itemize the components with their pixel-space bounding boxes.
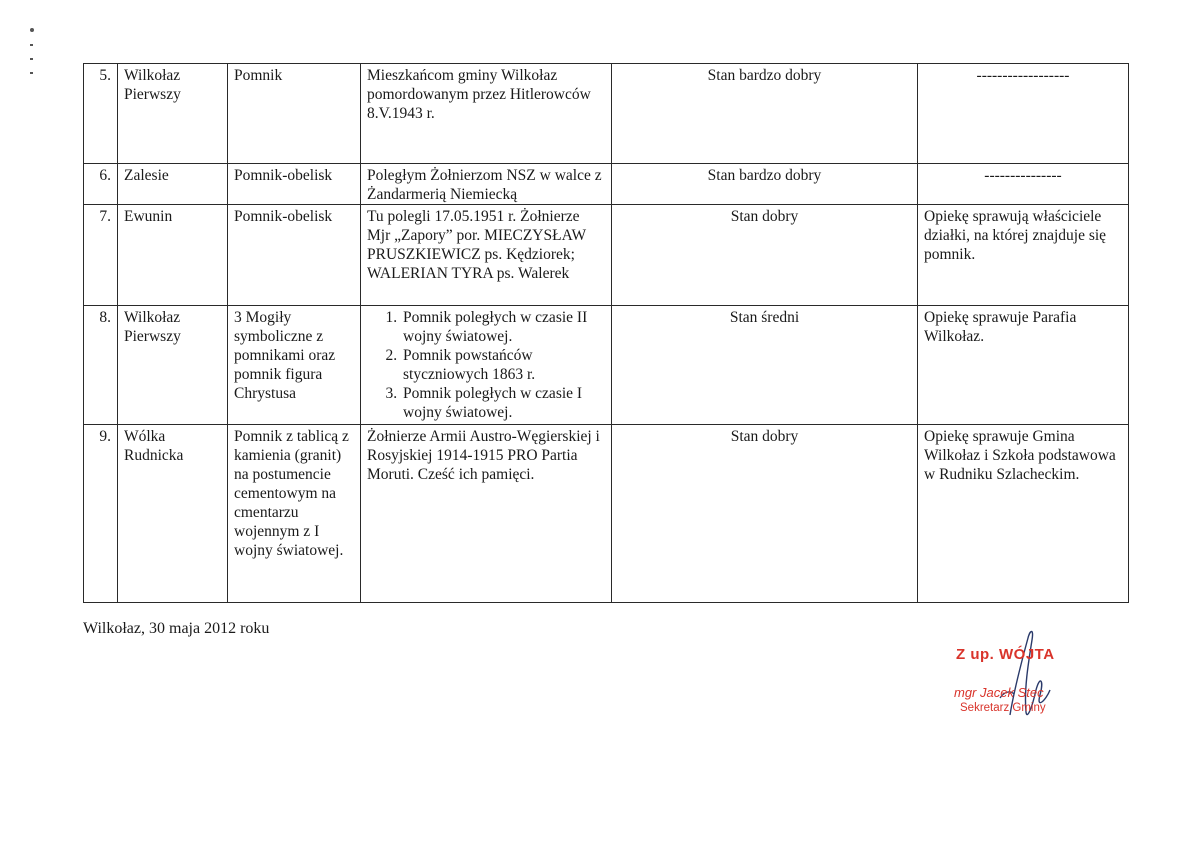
row-place: Wilkołaz Pierwszy [118, 64, 228, 164]
row-type: Pomnik z tablicą z kamienia (granit) na postumencie cementowym na cmentarzu wojennym z I wojny światowej. [228, 425, 361, 603]
row-number: 7. [84, 205, 118, 306]
row-place: Wilkołaz Pierwszy [118, 306, 228, 425]
row-type: Pomnik [228, 64, 361, 164]
row-inscription: Mieszkańcom gminy Wilkołaz pomordowanym przez Hitlerowców 8.V.1943 r. [361, 64, 612, 164]
row-condition: Stan bardzo dobry [612, 64, 918, 164]
row-place: Wólka Rudnicka [118, 425, 228, 603]
row-care: ------------------ [918, 64, 1129, 164]
monuments-table [83, 63, 1129, 603]
row-type: Pomnik-obelisk [228, 164, 361, 205]
table-row [84, 425, 1129, 603]
scan-margin-marks [30, 28, 36, 86]
stamp-line: mgr Jacek Stec [954, 685, 1044, 700]
row-condition: Stan dobry [612, 425, 918, 603]
row-type: 3 Mogiły symboliczne z pomnikami oraz pomnik figura Chrystusa [228, 306, 361, 425]
row-inscription: Żołnierze Armii Austro-Węgierskiej i Rosyjskiej 1914-1915 PRO Partia Moruti. Cześć ich pamięci. [361, 425, 612, 603]
row-care: --------------- [918, 164, 1129, 205]
table-row [84, 306, 1129, 425]
row-type: Pomnik-obelisk [228, 205, 361, 306]
row-place: Ewunin [118, 205, 228, 306]
row-number: 6. [84, 164, 118, 205]
table-row [84, 205, 1129, 306]
document-date: Wilkołaz, 30 maja 2012 roku [83, 620, 270, 637]
inscription-item: 1. Pomnik poległych w czasie II wojny światowej. [401, 308, 605, 346]
stamp-line: Z up. WÓJTA [956, 646, 1055, 663]
row-number: 8. [84, 306, 118, 425]
inscription-item: 3. Pomnik poległych w czasie I wojny światowej. [401, 384, 605, 422]
row-inscription: Poległym Żołnierzom NSZ w walce z Żandarmerią Niemiecką [361, 164, 612, 205]
row-inscription: Tu polegli 17.05.1951 r. Żołnierze Mjr „Zapory” por. MIECZYSŁAW PRUSZKIEWICZ ps. Kędziorek; WALERIAN TYRA ps. Walerek [361, 205, 612, 306]
row-care: Opiekę sprawuje Parafia Wilkołaz. [918, 306, 1129, 425]
row-condition: Stan dobry [612, 205, 918, 306]
table-row [84, 64, 1129, 164]
row-place: Zalesie [118, 164, 228, 205]
row-number: 5. [84, 64, 118, 164]
stamp-line: Sekretarz Gminy [960, 702, 1046, 714]
row-inscription-list [361, 306, 612, 425]
row-condition: Stan średni [612, 306, 918, 425]
inscription-item: 2. Pomnik powstańców styczniowych 1863 r. [401, 346, 605, 384]
row-number: 9. [84, 425, 118, 603]
row-condition: Stan bardzo dobry [612, 164, 918, 205]
row-care: Opiekę sprawuje Gmina Wilkołaz i Szkoła podstawowa w Rudniku Szlacheckim. [918, 425, 1129, 603]
row-care: Opiekę sprawują właściciele działki, na której znajduje się pomnik. [918, 205, 1129, 306]
official-stamp [940, 640, 1070, 720]
table-row [84, 164, 1129, 205]
